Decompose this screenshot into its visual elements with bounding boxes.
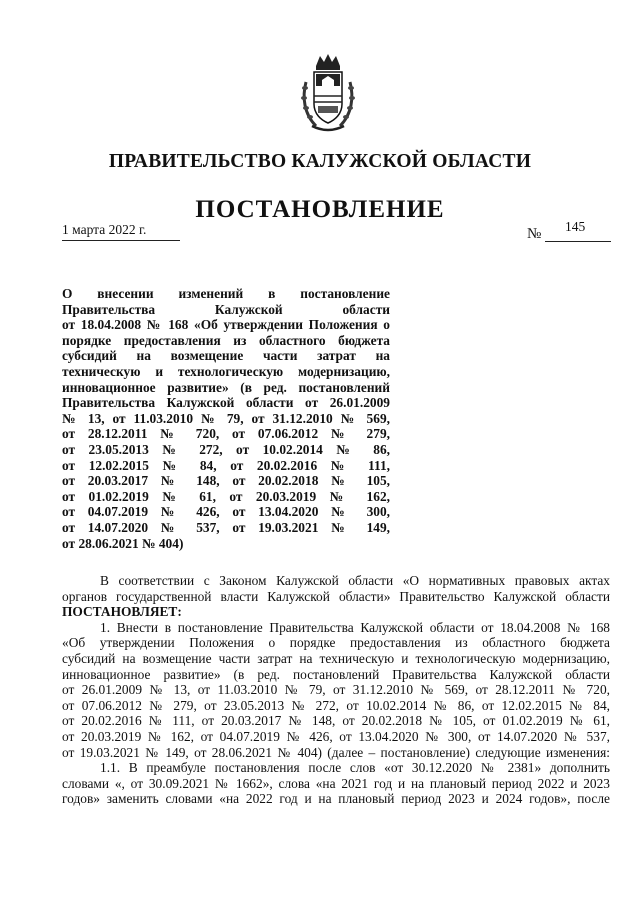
body-line: инновационное развитие» (в ред. постановлений Правительства Калужской области <box>62 666 610 682</box>
subject-line: № 13, от 11.03.2010 № 79, от 31.12.2010 № 569, <box>62 410 390 426</box>
body-line: субсидий на возмещение части затрат на техническую и технологическую модернизацию, <box>62 650 610 666</box>
body-line: годов» заменить словами «на 2022 год и на плановый период 2023 и 2024 годов», после <box>62 791 610 807</box>
document-type-title: ПОСТАНОВЛЕНИЕ <box>195 196 445 223</box>
body-line: органов государственной власти Калужской области» Правительство Калужской области <box>62 588 610 604</box>
kaluga-coat-of-arms-icon <box>298 52 358 134</box>
body-line: «Об утверждении Положения о порядке предоставления из областного бюджета <box>62 635 610 651</box>
subject-line: субсидий на возмещение части затрат на <box>62 348 390 364</box>
subject-line: от 04.07.2019 № 426, от 13.04.2020 № 300, <box>62 504 390 520</box>
document-date: 1 марта 2022 г. <box>62 222 147 237</box>
body-line-decree: ПОСТАНОВЛЯЕТ: <box>62 604 182 620</box>
number-underline <box>545 241 611 242</box>
subject-line: от 01.02.2019 № 61, от 20.03.2019 № 162, <box>62 488 390 504</box>
subject-line: Правительства Калужской области от 26.01.2009 <box>62 395 390 411</box>
subject-line: Правительства Калужской области <box>62 301 390 317</box>
date-underline <box>62 240 180 241</box>
body-line: словами «, от 30.09.2021 № 1662», слова «на 2021 год и на плановый период 2022 и 2023 <box>62 775 610 791</box>
subject-line: от 28.12.2011 № 720, от 07.06.2012 № 279, <box>62 426 390 442</box>
body-line: от 26.01.2009 № 13, от 11.03.2010 № 79, от 31.12.2010 № 569, от 28.12.2011 № 720, <box>62 682 610 698</box>
body-line: от 07.06.2012 № 279, от 23.05.2013 № 272, от 10.02.2014 № 86, от 12.02.2015 № 84, <box>62 697 610 713</box>
subject-line: от 23.05.2013 № 272, от 10.02.2014 № 86, <box>62 441 390 457</box>
body-line: от 20.02.2016 № 111, от 20.03.2017 № 148, от 20.02.2018 № 105, от 01.02.2019 № 61, <box>62 713 610 729</box>
body-line: В соответствии с Законом Калужской области «О нормативных правовых актах <box>100 573 610 588</box>
document-number: 145 <box>565 219 586 234</box>
subject-line: от 20.03.2017 № 148, от 20.02.2018 № 105, <box>62 473 390 489</box>
body-line: от 20.03.2019 № 162, от 04.07.2019 № 426, от 13.04.2020 № 300, от 14.07.2020 № 537, <box>62 728 610 744</box>
number-sign: № <box>527 226 542 242</box>
body-line: 1. Внести в постановление Правительства Калужской области от 18.04.2008 № 168 <box>100 619 610 635</box>
subject-line: О внесении изменений в постановление <box>62 286 390 301</box>
subject-line: техническую и технологическую модернизацию, <box>62 363 390 379</box>
body-line: 1.1. В преамбуле постановления после слов «от 30.12.2020 № 2381» дополнить <box>100 760 610 776</box>
document-body <box>62 573 610 807</box>
subject-line: от 14.07.2020 № 537, от 19.03.2021 № 149, <box>62 519 390 535</box>
subject-line: от 12.02.2015 № 84, от 20.02.2016 № 111, <box>62 457 390 473</box>
subject-line: от 28.06.2021 № 404) <box>62 535 184 551</box>
subject-line: от 18.04.2008 № 168 «Об утверждении Положения о <box>62 317 390 333</box>
body-line: от 19.03.2021 № 149, от 28.06.2021 № 404) (далее – постановление) следующие изменения: <box>62 744 610 760</box>
subject-line: порядке предоставления из областного бюджета <box>62 332 390 348</box>
document-subject <box>62 286 390 551</box>
subject-line: инновационное развитие» (в ред. постановлений <box>62 379 390 395</box>
government-title: ПРАВИТЕЛЬСТВО КАЛУЖСКОЙ ОБЛАСТИ <box>108 151 532 172</box>
